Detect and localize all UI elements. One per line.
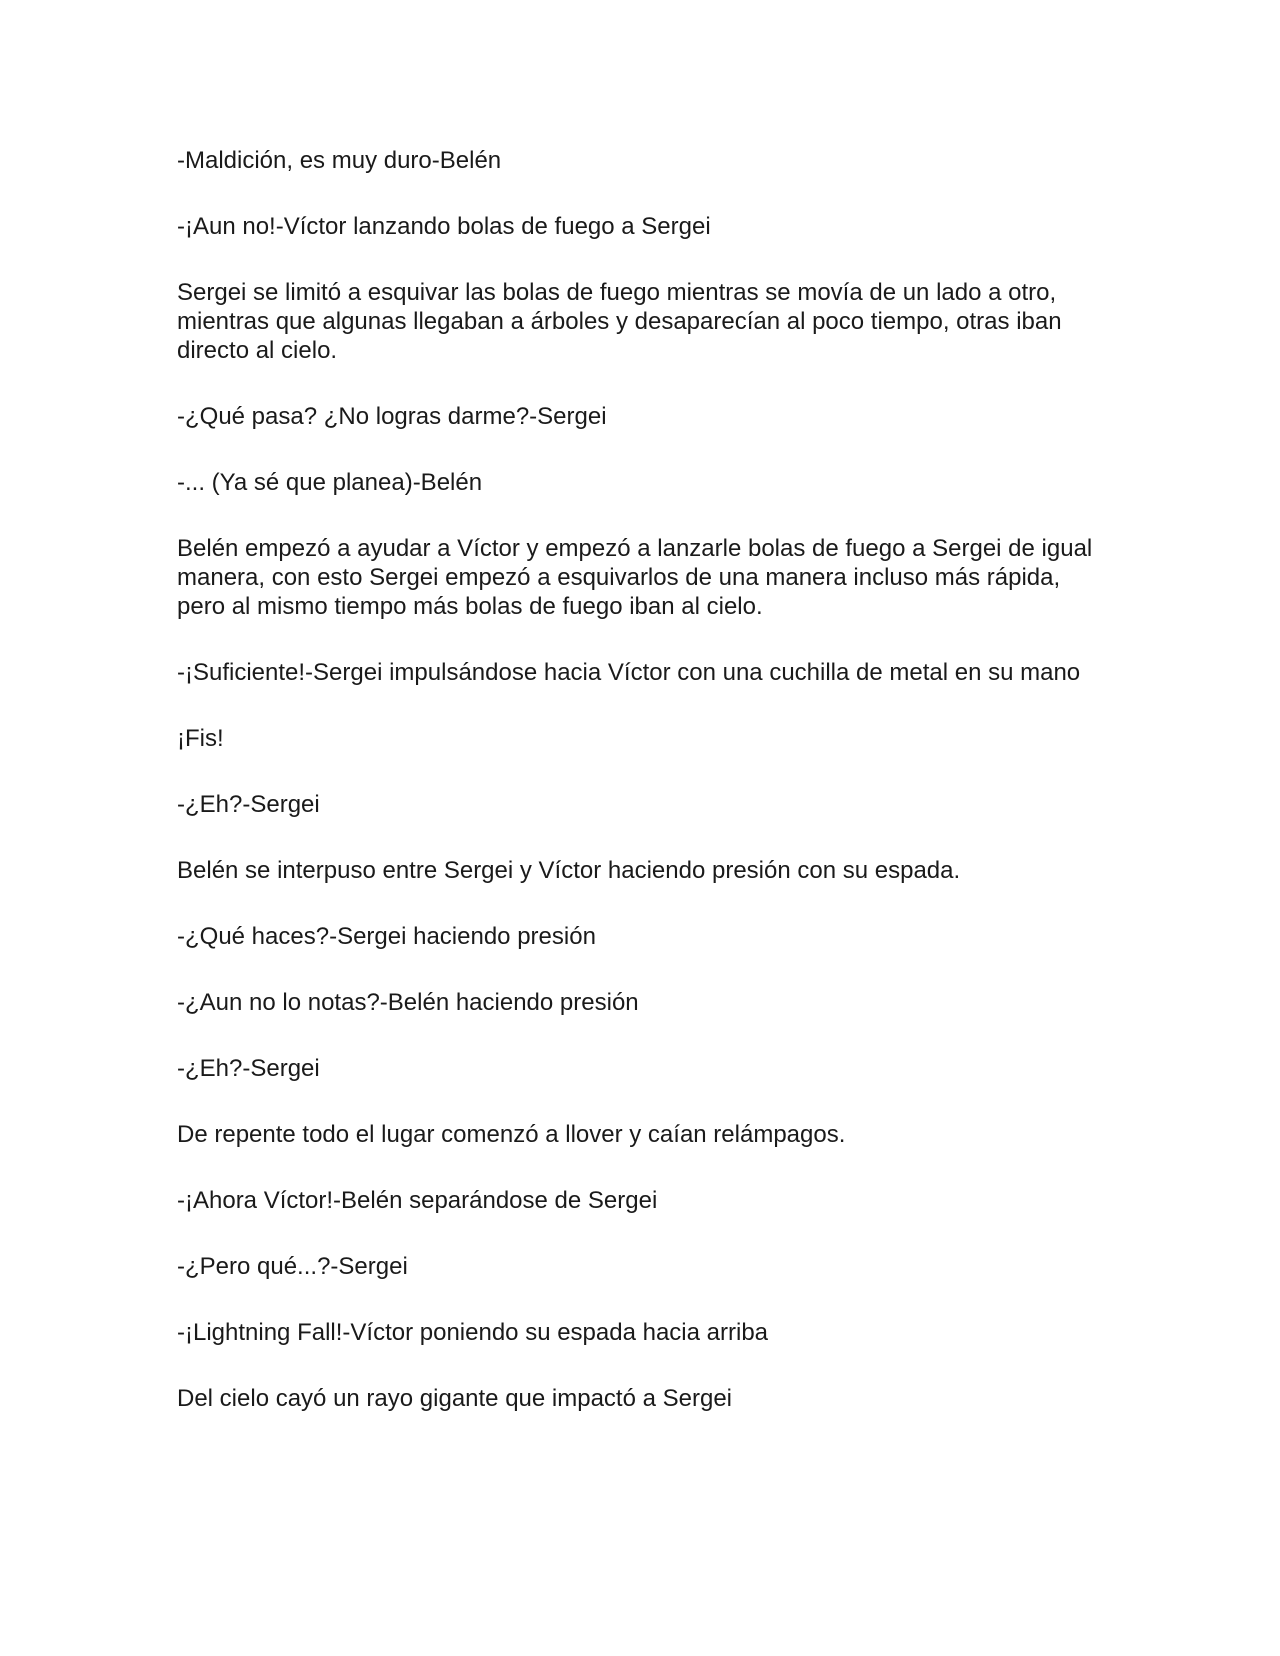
paragraph: Belén empezó a ayudar a Víctor y empezó a lanzarle bolas de fuego a Sergei de igual manera, con esto Sergei empezó a esquivarlos de una manera incluso más rápida, pero al mismo tiempo más bolas de fuego iban al cielo. <box>177 535 1093 620</box>
paragraph: De repente todo el lugar comenzó a llover y caían relámpagos. <box>177 1121 846 1148</box>
paragraph: -Maldición, es muy duro-Belén <box>177 147 502 174</box>
paragraph: ¡Fis! <box>177 725 224 752</box>
paragraph: -¡Suficiente!-Sergei impulsándose hacia Víctor con una cuchilla de metal en su mano <box>177 659 1081 686</box>
paragraph: -¡Aun no!-Víctor lanzando bolas de fuego a Sergei <box>177 213 711 240</box>
paragraph: -¿Qué haces?-Sergei haciendo presión <box>177 923 596 950</box>
paragraph: -¡Ahora Víctor!-Belén separándose de Sergei <box>177 1187 658 1214</box>
paragraph: -¿Eh?-Sergei <box>177 791 320 818</box>
paragraph: -¿Aun no lo notas?-Belén haciendo presión <box>177 989 639 1016</box>
paragraph: -... (Ya sé que planea)-Belén <box>177 469 483 496</box>
paragraph: -¿Eh?-Sergei <box>177 1055 320 1082</box>
paragraph: -¿Qué pasa? ¿No logras darme?-Sergei <box>177 403 607 430</box>
paragraph: Del cielo cayó un rayo gigante que impactó a Sergei <box>177 1385 732 1412</box>
paragraph: -¿Pero qué...?-Sergei <box>177 1253 408 1280</box>
paragraph: -¡Lightning Fall!-Víctor poniendo su espada hacia arriba <box>177 1319 769 1346</box>
paragraph: Belén se interpuso entre Sergei y Víctor haciendo presión con su espada. <box>177 857 961 884</box>
document-body <box>177 146 1107 1450</box>
paragraph: Sergei se limitó a esquivar las bolas de fuego mientras se movía de un lado a otro, mientras que algunas llegaban a árboles y desaparecían al poco tiempo, otras iban directo al cielo. <box>177 279 1062 364</box>
